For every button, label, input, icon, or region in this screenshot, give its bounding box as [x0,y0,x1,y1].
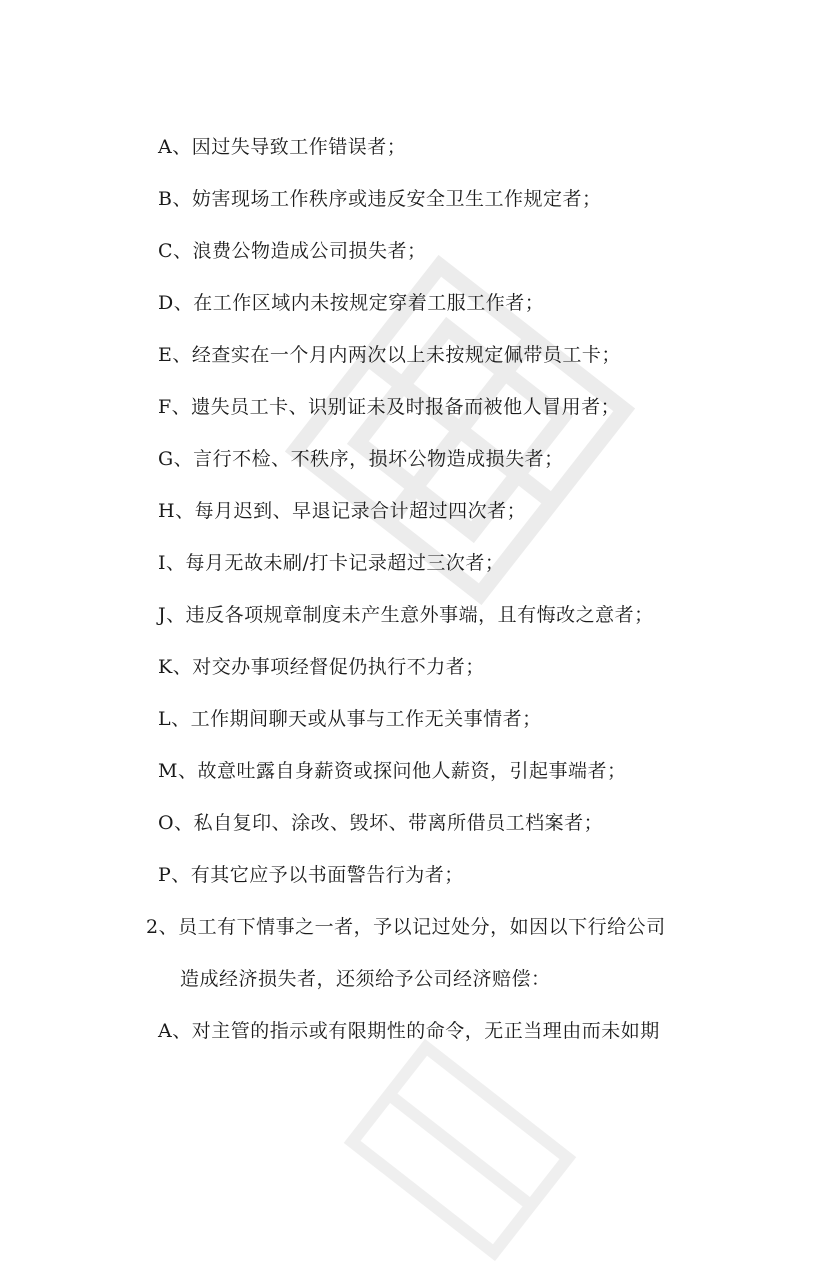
clause-a: A、因过失导致工作错误者； [158,136,407,158]
clause-m: M、故意吐露自身薪资或探问他人薪资，引起事端者； [158,760,627,782]
clause-c: C、浪费公物造成公司损失者； [158,240,427,262]
clause-l: L、工作期间聊天或从事与工作无关事情者； [158,708,542,730]
clause-d: D、在工作区域内未按规定穿着工服工作者； [158,292,545,314]
clause-b: B、妨害现场工作秩序或违反安全卫生工作规定者； [158,188,602,210]
clause-e: E、经查实在一个月内两次以上未按规定佩带员工卡； [158,344,621,366]
section-2-heading-continued: 造成经济损失者，还须给予公司经济赔偿： [180,968,551,990]
watermark-icon [338,1033,582,1266]
section-2-clause-a: A、对主管的指示或有限期性的命令，无正当理由而未如期 [158,1020,660,1042]
clause-h: H、每月迟到、早退记录合计超过四次者； [158,500,527,522]
clause-k: K、对交办事项经督促仍执行不力者； [158,656,485,678]
clause-g: G、言行不检、不秩序，损坏公物造成损失者； [158,448,564,470]
section-2-heading: 2、员工有下情事之一者，予以记过处分，如因以下行给公司 [146,916,666,938]
clause-p: P、有其它应予以书面警告行为者； [158,864,464,886]
clause-o: O、私自复印、涂改、毁坏、带离所借员工档案者； [158,812,604,834]
clause-j: J、违反各项规章制度未产生意外事端，且有悔改之意者； [158,604,654,626]
clause-f: F、遗失员工卡、识别证未及时报备而被他人冒用者； [158,396,621,418]
clause-i: I、每月无故未刷/打卡记录超过三次者； [158,552,505,574]
